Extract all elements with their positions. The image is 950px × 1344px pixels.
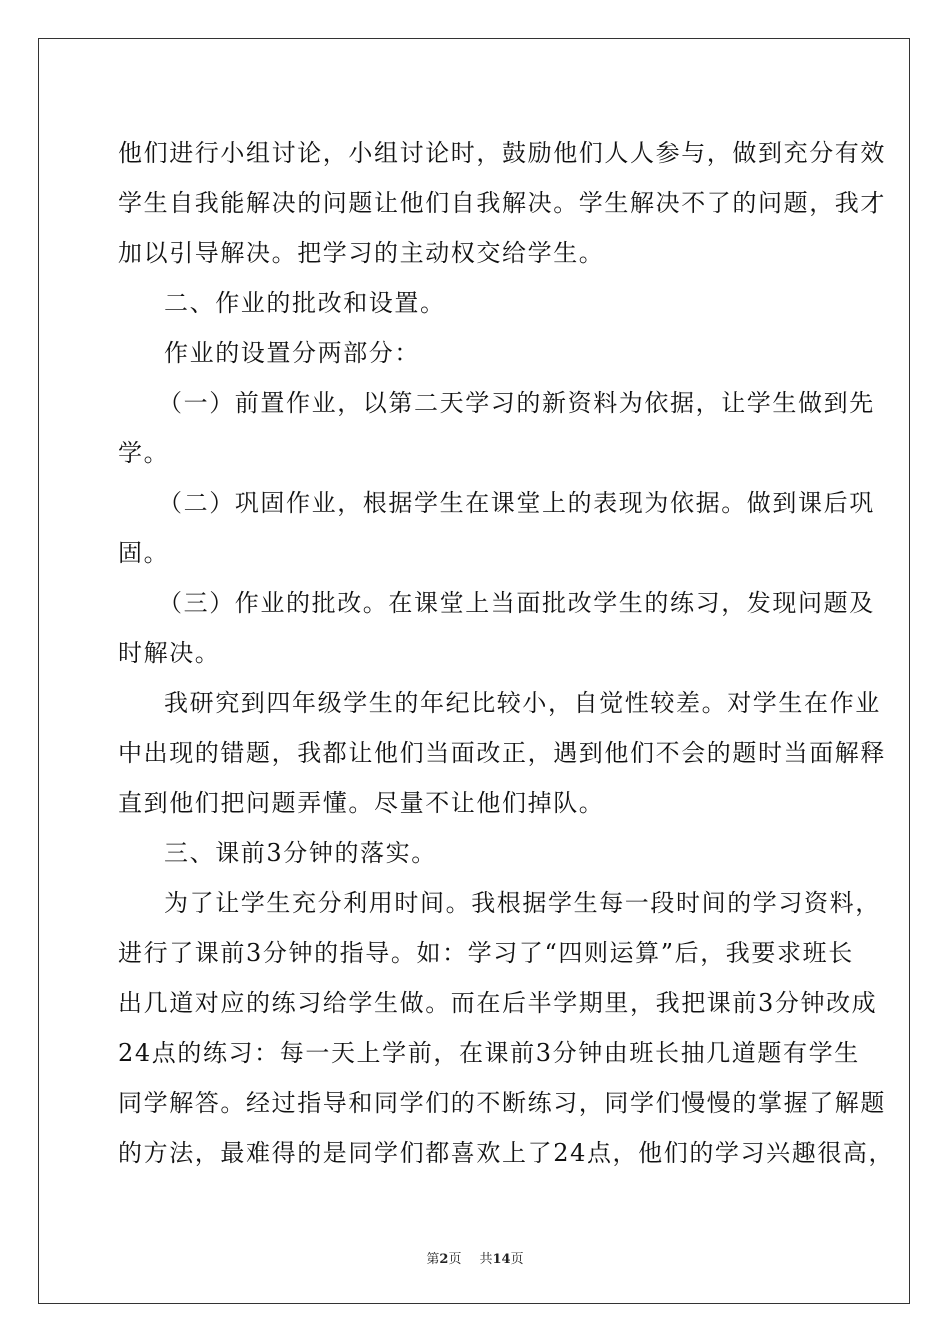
paragraph-line: 固。: [118, 539, 170, 567]
paragraph-line: 学。: [118, 439, 170, 467]
paragraph-line: 24点的练习：每一天上学前，在课前3分钟由班长抽几道题有学生: [118, 1039, 860, 1067]
paragraph-line: 进行了课前3分钟的指导。如：学习了“四则运算”后，我要求班长: [118, 939, 854, 967]
total-suffix: 页: [510, 1252, 524, 1267]
list-item-line: （三）作业的批改。在课堂上当面批改学生的练习，发现问题及: [158, 589, 875, 617]
current-page-number: 2: [439, 1252, 449, 1267]
paragraph-line: 出几道对应的练习给学生做。而在后半学期里，我把课前3分钟改成: [118, 989, 878, 1017]
paragraph-line: 他们进行小组讨论，小组讨论时，鼓励他们人人参与，做到充分有效: [118, 139, 886, 167]
paragraph-line: 作业的设置分两部分：: [164, 339, 420, 367]
list-item-line: （一）前置作业，以第二天学习的新资料为依据，让学生做到先: [158, 389, 875, 417]
paragraph-line: 直到他们把问题弄懂。尽量不让他们掉队。: [118, 789, 605, 817]
page-footer: [0, 1248, 950, 1267]
paragraph-line: 同学解答。经过指导和同学们的不断练习，同学们慢慢的掌握了解题: [118, 1089, 886, 1117]
document-body: [118, 128, 895, 1178]
paragraph-line: 的方法，最难得的是同学们都喜欢上了24点，他们的学习兴趣很高，: [118, 1139, 895, 1167]
list-item-line: （二）巩固作业，根据学生在课堂上的表现为依据。做到课后巩: [158, 489, 875, 517]
paragraph-line: 为了让学生充分利用时间。我根据学生每一段时间的学习资料，: [164, 889, 881, 917]
section-heading: 二、作业的批改和设置。: [164, 289, 446, 317]
total-page-count: 14: [492, 1252, 511, 1267]
paragraph-line: 我研究到四年级学生的年纪比较小，自觉性较差。对学生在作业: [164, 689, 881, 717]
page-prefix: 第: [426, 1252, 440, 1267]
paragraph-line: 学生自我能解决的问题让他们自我解决。学生解决不了的问题，我才: [118, 189, 886, 217]
page-suffix: 页: [448, 1252, 462, 1267]
paragraph-line: 加以引导解决。把学习的主动权交给学生。: [118, 239, 605, 267]
paragraph-line: 时解决。: [118, 639, 221, 667]
total-prefix: 共: [479, 1252, 493, 1267]
section-heading: 三、课前3分钟的落实。: [164, 839, 437, 867]
paragraph-line: 中出现的错题，我都让他们当面改正，遇到他们不会的题时当面解释: [118, 739, 886, 767]
